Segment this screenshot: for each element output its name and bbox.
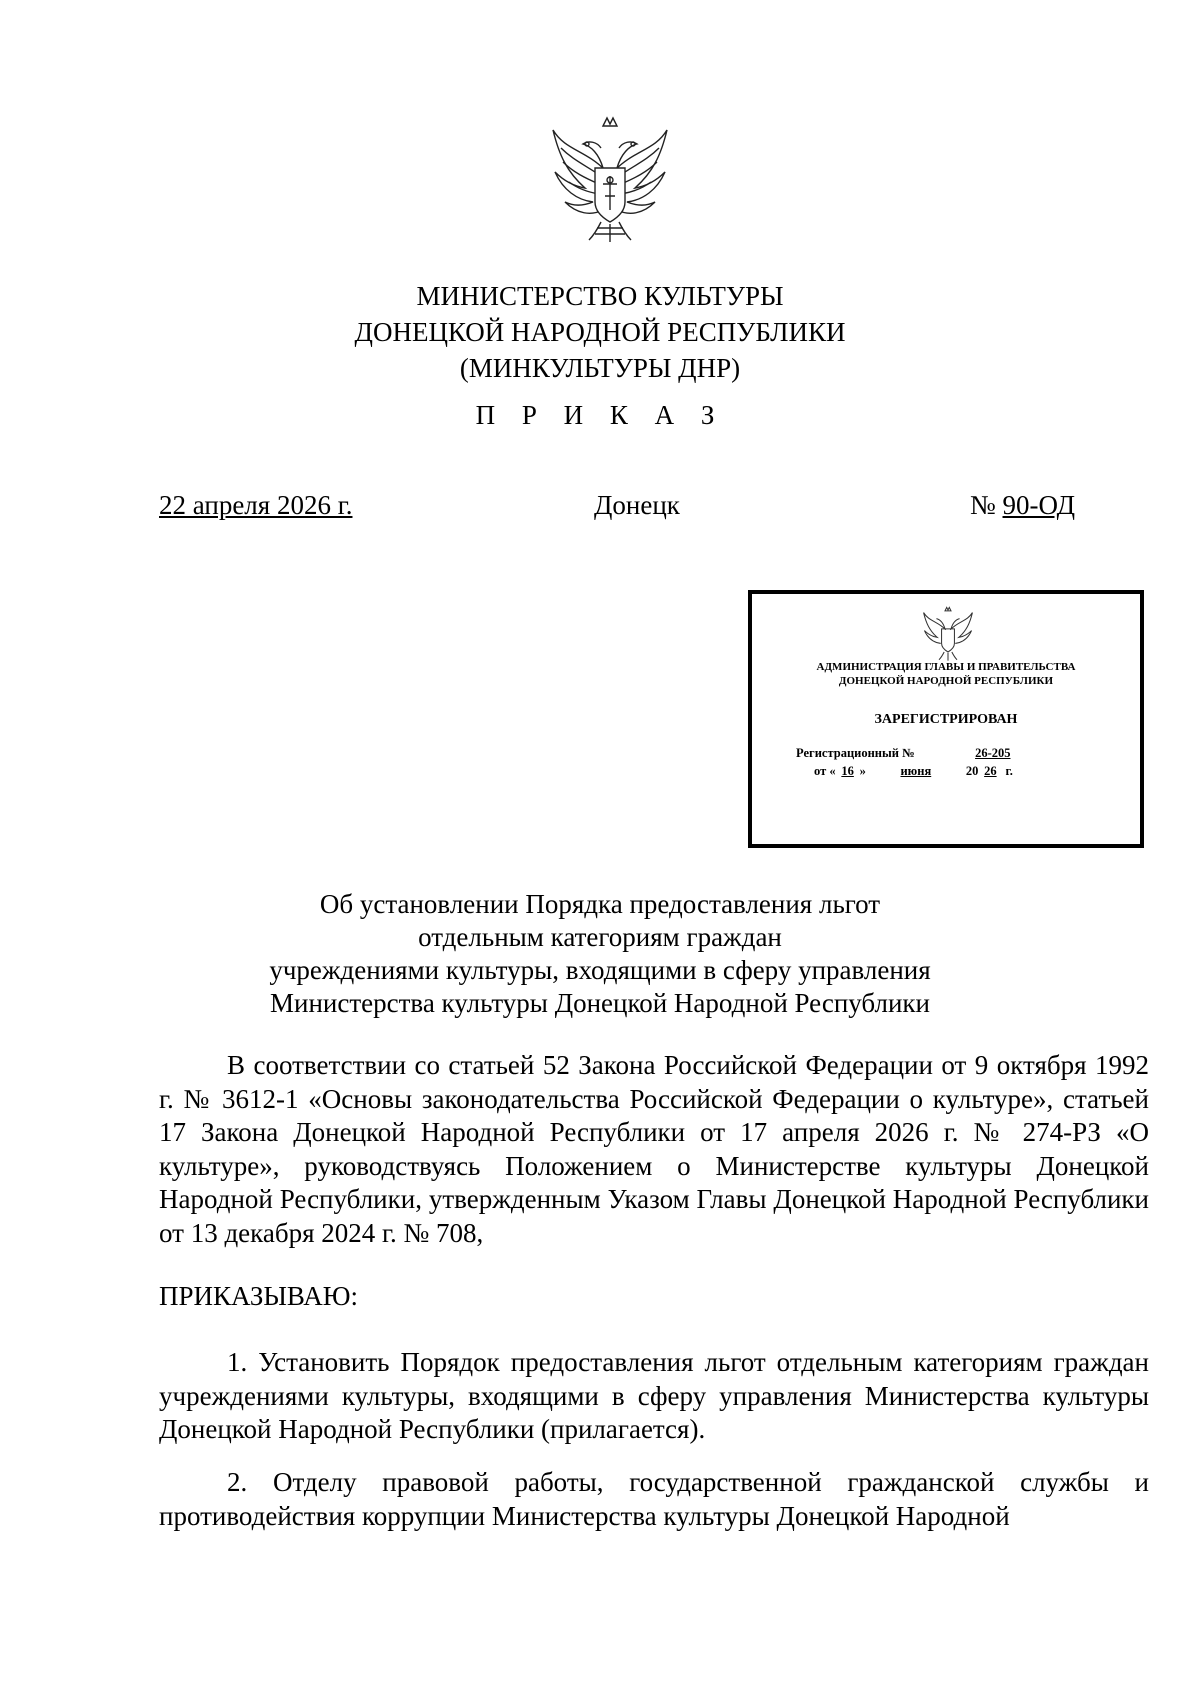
subject-line2: отдельным категориям граждан: [418, 922, 782, 952]
order-number: [970, 490, 1075, 521]
stamp-day-close: »: [859, 764, 866, 778]
stamp-day: 16: [841, 764, 854, 778]
subject-line3: учреждениями культуры, входящими в сферу управления: [269, 955, 931, 985]
stamp-registration-number-line: [796, 746, 1068, 761]
stamp-year-prefix: 20: [965, 764, 979, 778]
stamp-org-line2: ДОНЕЦКОЙ НАРОДНОЙ РЕСПУБЛИКИ: [838, 675, 1054, 687]
order-subject: [0, 888, 1200, 1020]
order-number-prefix: №: [970, 490, 1003, 520]
stamp-status: ЗАРЕГИСТРИРОВАН: [874, 712, 1018, 727]
stamp-organization: [752, 660, 1140, 688]
preamble-paragraph: В соответствии со статьей 52 Закона Российской Федерации от 9 октября 1992 г. № 3612-1 «Основы законодательства Российской Федерации о культуре», статьей 17 Закона Донецкой Народной Республики от 17 апреля 2026 г. № 274-РЗ «О культуре», руководствуясь Положением о Министерстве культуры Донецкой Народной Республики, утвержденным Указом Главы Донецкой Народной Республики от 13 декабря 2024 г. № 708,: [159, 1050, 1149, 1248]
ministry-header: [0, 278, 1200, 386]
stamp-registration-date-line: [814, 764, 1013, 779]
stamp-reg-label: Регистрационный №: [796, 746, 918, 760]
subject-line4: Министерства культуры Донецкой Народной Республики: [270, 988, 930, 1018]
stamp-year-suffix: 26: [984, 764, 997, 778]
ministry-abbreviation: (МИНКУЛЬТУРЫ ДНР): [459, 353, 741, 383]
stamp-from-label: от «: [814, 764, 836, 778]
order-date: 22 апреля 2026 г.: [159, 490, 353, 520]
state-emblem-icon: [545, 110, 675, 250]
order-city: Донецк: [594, 490, 680, 520]
order-item-1: 1. Установить Порядок предоставления льгот отдельным категориям граждан учреждениями культуры, входящими в сферу управления Министерства культуры Донецкой Народной Республики (прилагается).: [159, 1347, 1149, 1444]
stamp-month: июня: [900, 764, 932, 778]
order-number-value: 90-ОД: [1002, 490, 1076, 520]
order-verb: ПРИКАЗЫВАЮ:: [159, 1281, 358, 1311]
registration-stamp: [748, 590, 1144, 848]
subject-line1: Об установлении Порядка предоставления льгот: [319, 889, 881, 919]
ministry-name-line1: МИНИСТЕРСТВО КУЛЬТУРЫ: [416, 281, 784, 311]
stamp-reg-number: 26-205: [975, 746, 1011, 760]
stamp-year-label: г.: [1002, 764, 1013, 778]
stamp-org-line1: АДМИНИСТРАЦИЯ ГЛАВЫ И ПРАВИТЕЛЬСТВА: [816, 661, 1076, 673]
ministry-name-line2: ДОНЕЦКОЙ НАРОДНОЙ РЕСПУБЛИКИ: [354, 317, 846, 347]
order-item-2: 2. Отделу правовой работы, государственной гражданской службы и противодействия коррупции Министерства культуры Донецкой Народной: [159, 1467, 1149, 1531]
document-type-title: П Р И К А З: [475, 400, 725, 430]
